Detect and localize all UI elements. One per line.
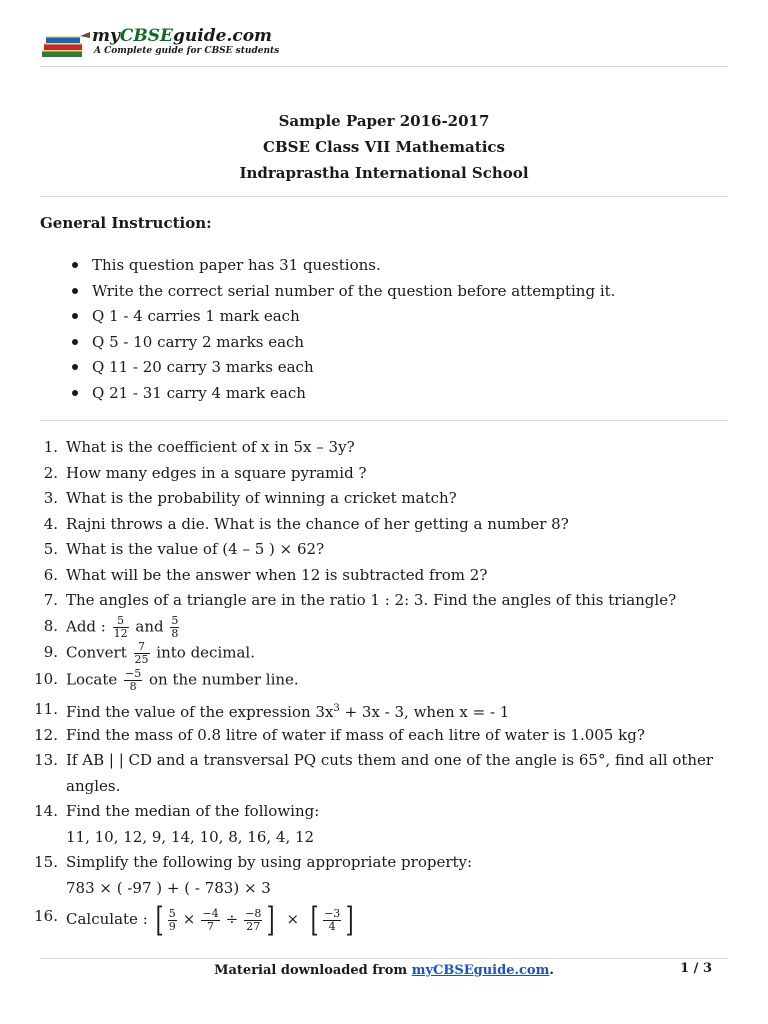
instructions-list	[70, 254, 615, 407]
site-logo[interactable]	[40, 26, 280, 62]
title-line-2: CBSE Class VII Mathematics	[263, 138, 505, 156]
fraction: $\frac{-4}{7}$	[202, 906, 219, 933]
right-bracket: ]	[267, 900, 276, 940]
title-divider	[40, 196, 728, 197]
instructions-divider	[40, 420, 728, 421]
fraction: $\frac{5}{12}$	[113, 614, 128, 640]
footer-link[interactable]: myCBSEguide.com	[411, 963, 550, 978]
page-number: 1 / 3	[680, 961, 712, 976]
books-icon	[40, 30, 92, 60]
list-item: Q 11 - 20 carry 3 marks each	[70, 356, 615, 382]
list-item: Q 5 - 10 carry 2 marks each	[70, 331, 615, 357]
left-bracket: [	[155, 900, 164, 940]
instructions-heading: General Instruction:	[40, 214, 212, 232]
left-bracket: [	[310, 900, 319, 940]
fraction: $\frac{7}{25}$	[134, 640, 149, 666]
fraction: $\frac{-5}{8}$	[125, 667, 142, 693]
header-divider	[40, 66, 728, 67]
title-line-3: Indraprastha International School	[239, 164, 529, 182]
right-bracket: ]	[345, 900, 354, 940]
paper-title	[0, 108, 768, 186]
list-item: Q 21 - 31 carry 4 mark each	[70, 382, 615, 408]
title-line-1: Sample Paper 2016-2017	[278, 112, 490, 130]
list-item: Q 1 - 4 carries 1 mark each	[70, 305, 615, 331]
logo-brand: myCBSEguide.com	[92, 26, 273, 46]
fraction: $\frac{5}{8}$	[171, 614, 179, 640]
footer-divider	[40, 958, 728, 959]
footer-credit: Material downloaded from myCBSEguide.com.	[214, 963, 554, 978]
logo-tagline: A Complete guide for CBSE students	[94, 46, 280, 56]
fraction: $\frac{-3}{4}$	[324, 906, 341, 933]
fraction: $\frac{-8}{27}$	[245, 906, 262, 933]
fraction: $\frac{5}{9}$	[168, 906, 176, 933]
list-item: This question paper has 31 questions.	[70, 254, 615, 280]
list-item: Write the correct serial number of the question before attempting it.	[70, 280, 615, 306]
